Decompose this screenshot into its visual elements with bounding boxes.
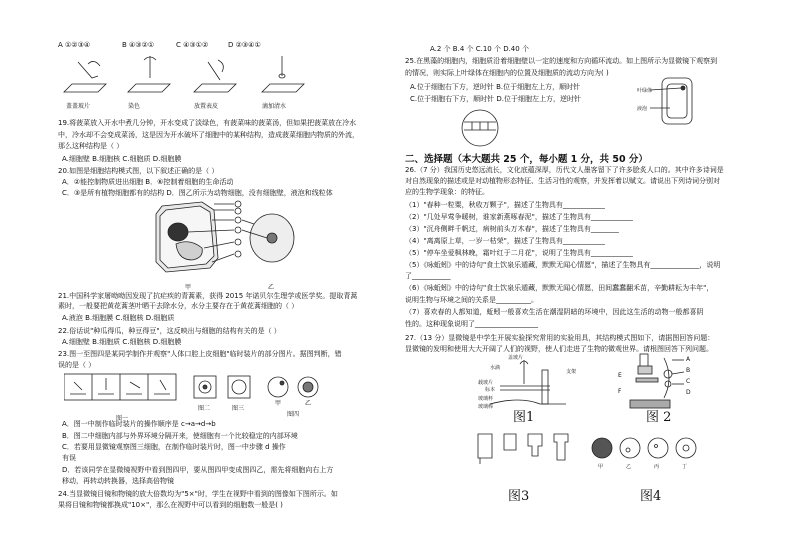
fig4-label-bing: 丙 xyxy=(654,464,660,470)
q19-line3: 那么这种结构是（ ） xyxy=(58,142,124,150)
step-caption-3: 放置表皮 xyxy=(194,103,219,110)
step-caption-4: 滴加清水 xyxy=(262,103,287,110)
fig1-label-slide: 载玻片 xyxy=(478,380,494,386)
q26-item-6: （5）《咏蚯蚓》中的诗句"食土饮泉乐遁藏，默默无闻心情愿"，描述了生物具有______________，说明 xyxy=(405,261,721,269)
q23-fig-1: 图一 xyxy=(116,415,129,422)
fig1-label-glass: 玻璃杯 xyxy=(478,396,494,402)
fig2-label-f: F xyxy=(618,388,622,395)
q24-line2: 果将目镜和物镜都换成"10×"，那么在视野中可以看到的细胞数一般是( ) xyxy=(58,501,283,509)
fig2-label-a: A xyxy=(686,356,691,363)
figure-3-caption: 图3 xyxy=(508,489,530,504)
q26-item-5: （5）"停车坐爱枫林晚，霜叶红于二月花"，说明了生物具有____________ xyxy=(405,249,633,257)
q20-stem: 20.如图是细胞结构模式图，以下叙述正确的是（ ） xyxy=(58,167,219,175)
q21-line1: 21.中国科学家屠呦呦因发现了抗疟疾的青蒿素，获得 2015 年诺贝尔生理学或医学奖。提取青蒿 xyxy=(58,292,358,300)
cell-label-vacuole: 液泡 xyxy=(637,106,648,112)
fig-label-jia: 甲 xyxy=(185,284,192,291)
fig1-label-rod: 玻璃棒 xyxy=(478,404,494,410)
q26-item-2: （2）"几处早莺争暖树，谁家新燕啄春泥"，描述了生物具有____________ xyxy=(405,213,633,221)
q23-option-d-cont: 移动，再转动转换器，选择高倍物镜 xyxy=(62,477,174,485)
fig2-label-c: C xyxy=(686,378,691,385)
q23-fig-4-jia: 甲 xyxy=(275,400,282,407)
q22-options: A.细胞壁 B.细胞质 C.细胞核 D.细胞膜 xyxy=(62,338,182,346)
cell-label-chloroplast: 叶绿体 xyxy=(637,88,653,94)
q26-cont-3: （7）喜欢春的人都知道，蚯蚓一般喜欢生活在潮湿阴暗的环境中，因此这生活的动物一般都喜阴 xyxy=(405,308,704,316)
figure-3-lenses xyxy=(474,430,584,472)
q26-line1: 26.（7 分）我国历史悠远流长，文化底蕴深厚，历代文人墨客留下了许多脍炙人口的。其中许多诗词是 xyxy=(405,166,724,174)
q23-fig-4-yi: 乙 xyxy=(305,400,312,407)
q27-line2: 显微镜的发明和使用大大开阔了人们的视野，使人们走进了生物的微观世界。请根图回答下列问题。 xyxy=(405,345,713,353)
top-option-d: D ②③④① xyxy=(228,41,261,49)
figure-1-caption: 图1 xyxy=(513,410,535,425)
fig-label-yi: 乙 xyxy=(268,284,275,291)
q20-options-1: A．②能控制物质进出细胞 B．⑥控制着细胞的生命活动 xyxy=(62,178,234,186)
figure-2-microscope xyxy=(620,352,692,412)
q26-line3: 应的生物学现象：的特征。 xyxy=(405,188,489,196)
q26-item-1: （1）"春种一粒粟，秋收万颗子"，描述了生物具有____________ xyxy=(405,201,605,209)
cell-structure-diagram xyxy=(148,198,298,280)
microscope-view-diagrams xyxy=(460,108,640,148)
fig2-label-d: D xyxy=(686,389,691,396)
top-option-c: C ④③①② xyxy=(176,41,209,49)
q19-options: A.细胞壁 B.细胞核 C.细胞质 D.细胞膜 xyxy=(62,155,182,163)
q23-fig-3: 图三 xyxy=(232,405,245,412)
q23-figures xyxy=(64,372,394,412)
top-option-b: B ④③②① xyxy=(122,41,155,49)
q26-cont-4: 性的。这种现象说明了__________________ xyxy=(405,320,538,328)
q24-line1: 24.当显微镜目镜和物镜的放大倍数均为"5×"时，学生在视野中看到的图像如下图所示。如 xyxy=(58,490,338,498)
q23-option-c: C．若要用显微镜观察图三细胞，在制作临时装片时，图一中步骤 d 操作 xyxy=(62,443,286,451)
q23-line2: 误的是（ ） xyxy=(58,361,96,369)
q23-fig-4: 图四 xyxy=(287,411,300,418)
top-option-a: A ①②③④ xyxy=(58,41,91,49)
q22-stem: 22.俗话说"种瓜得瓜，种豆得豆"，这反映出与细胞的结构有关的是（ ） xyxy=(58,327,281,335)
q26-cont-2: 说明生物与环境之间的关系是__________。 xyxy=(405,296,538,304)
q25-option-cd: C.位于细胞右下方，顺时针 D.位于细胞左上方，逆时针 xyxy=(410,95,581,103)
elodea-cell-diagram xyxy=(648,76,696,140)
fig1-label-water-drop: 水滴 xyxy=(490,365,501,371)
q23-line1: 23.图一至图四是某同学制作并观察"人体口腔上皮细胞"临时装片的部分图片。据图判断，错 xyxy=(58,350,342,358)
q21-options: A.液泡 B.细胞膜 C.细胞核 D.细胞质 xyxy=(62,314,175,322)
q23-option-c-cont: 有误 xyxy=(62,454,76,462)
q26-cont-1: （6）《咏蚯蚓》中的诗句"食土饮泉乐遁藏，默默无闻心情愿，田间蠢蠢翻禾苗，辛勤耕耘为丰年"， xyxy=(405,284,714,292)
fig1-label-coverslip: 盖玻片 xyxy=(508,355,524,361)
fig1-label-specimen: 标本 xyxy=(485,387,496,393)
q26-item-4: （4）"离离原上草，一岁一枯荣"，描述了生物具有____________ xyxy=(405,237,605,245)
fig4-label-jia: 甲 xyxy=(598,464,604,470)
q23-fig-2: 图二 xyxy=(198,405,211,412)
figure-4-caption: 图4 xyxy=(640,489,662,504)
fig1-label-stand: 支架 xyxy=(566,369,577,375)
slide-steps-illustration xyxy=(58,52,338,100)
q27-line1: 27.（13 分）显微镜是中学生开展实验探究常用的实验用具，其结构模式图如下，请据图回答问题： xyxy=(405,334,715,342)
fig2-label-e: E xyxy=(618,372,622,379)
q23-option-b: B．图二中细胞内部与外界环境分隔开来，使细胞有一个比较稳定的内部环境 xyxy=(62,432,298,440)
fig2-label-b: B xyxy=(686,367,691,374)
q19-line1: 19.将菠菜放入开水中煮几分钟，开水变成了淡绿色，有菠菜味的菠菜汤，但如果把菠菜放在冷水 xyxy=(58,119,357,127)
q25-line1: 25.在黑藻的细胞内，细胞质沿着细胞壁以一定的速度和方向循环流动。如上图所示为显微镜下观察到 xyxy=(405,57,718,65)
q20-options-2: C．③是所有植物细胞都有的结构 D．图乙所示为动物细胞，没有细胞壁，液泡和线粒体 xyxy=(62,189,333,197)
step-caption-2: 染色 xyxy=(128,103,141,110)
figure-2-caption: 图 2 xyxy=(646,410,672,425)
q26-line2: 对自然现象的描述或是对动植物形态特征、生活习性的观察，并发挥着以赋文。请说出下列诗词分别对 xyxy=(405,177,720,185)
fig4-label-ding: 丁 xyxy=(682,464,688,470)
figure-4-views xyxy=(590,436,700,466)
q21-line2: 素时，一般要把黄花蒿茎叶晒干去除水分，水分主要存在于黄花蒿细胞的（ ） xyxy=(58,302,299,310)
q26-item-3: （3）"沉舟侧畔千帆过，病树前头万木春"，描述了生物具有________ xyxy=(405,225,619,233)
q23-option-a: A．图一中制作临时装片的操作顺序是 c→a→d→b xyxy=(62,420,216,428)
q26-item-6-cont: 了___________ xyxy=(405,272,451,280)
q25-option-ab: A.位于细胞右下方，逆时针 B.位于细胞左上方，顺时针 xyxy=(410,83,581,91)
q24-options: A.2 个 B.4 个 C.10 个 D.40 个 xyxy=(430,45,529,53)
q23-option-d: D．若该同学在显微镜视野中看到图四甲，要从图四甲变成图四乙，需先将细胞向右上方 xyxy=(62,466,334,474)
q25-line2: 的情况，则实际上叶绿体在细胞内的位置及细胞质的流动方向为( ) xyxy=(405,69,609,77)
step-caption-1: 盖盖玻片 xyxy=(66,103,91,110)
section-heading: 二、选择题（本大题共 25 个，每小题 1 分，共 50 分） xyxy=(405,154,648,165)
q19-line2: 中，冷水却不会变成菜汤，这是因为开水破坏了细胞中的某种结构，造成菠菜细胞内物质的外流， xyxy=(58,131,359,139)
fig4-label-yi: 乙 xyxy=(626,464,632,470)
